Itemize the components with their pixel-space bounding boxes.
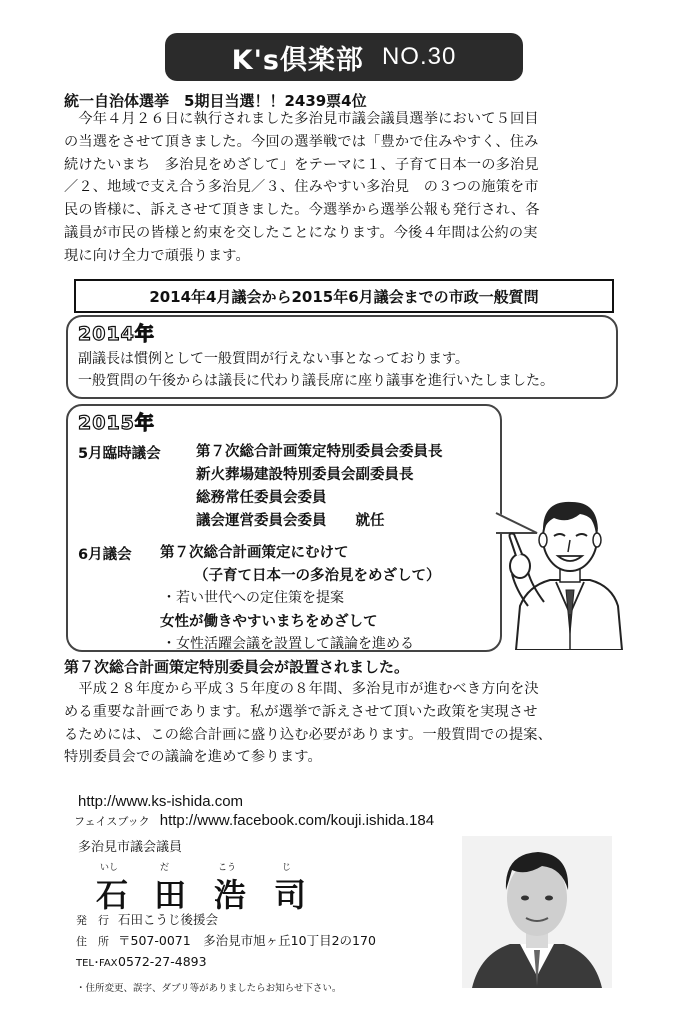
election-line: 今年４月２６日に執行されました多治見市議会議員選挙において５回目 (64, 111, 539, 127)
election-line: 民の皆様に、訴えさせて頂きました。今選挙から選挙公報も発行され、各 (64, 202, 540, 219)
june-session-label: 6月議会 (78, 547, 132, 563)
section-title: 2014年4月議会から2015年6月議会までの市政一般質問 (74, 279, 614, 313)
name-char: 司 (274, 876, 329, 914)
may-position: 第７次総合計画策定特別委員会委員長 (196, 443, 443, 460)
ruby: だ (160, 863, 170, 873)
election-line: 議員が市民の皆様と約束を交したことになります。今後４年間は公約の実 (64, 224, 538, 241)
election-line: の当選をさせて頂きました。今回の選挙戦では「豊かで住みやすく、住み (64, 133, 539, 150)
publisher-label: 発 行 (76, 914, 109, 927)
newsletter-title-banner (165, 33, 523, 81)
tel-number: 0572-27-4893 (118, 954, 207, 969)
committee-heading: 第７次総合計画策定特別委員会が設置されました。 (64, 658, 410, 676)
june-line: 第７次総合計画策定にむけて (160, 544, 349, 561)
election-paragraph (64, 108, 624, 268)
issue-number: NO.30 (381, 43, 457, 70)
may-position: 総務常任委員会委員 (196, 489, 327, 506)
address-label: 住 所 (76, 935, 109, 948)
election-line: 続けたいまち 多治見をめざして」をテーマに１、子育て日本一の多治見 (64, 156, 539, 173)
election-line: 現に向け全力で頑張ります。 (64, 247, 250, 264)
year-2015-label: 2015年 (78, 412, 155, 434)
year-2014-label: 2014年 (78, 323, 155, 345)
name-char: 田 (154, 876, 209, 914)
june-line: 女性が働きやすいまちをめざして (160, 613, 378, 630)
publisher-name: 石田こうじ後援会 (118, 912, 219, 927)
y2014-line: 一般質問の午後からは議長に代わり議長席に座り議事を進行いたしました。 (78, 373, 554, 389)
committee-line: 特別委員会での議論を進めて参ります。 (64, 749, 322, 766)
ruby: いし (100, 863, 119, 873)
newsletter-title: K's倶楽部 (231, 44, 364, 76)
councillor-name (96, 870, 356, 914)
facebook-row (74, 812, 434, 829)
may-position: 議会運営委員会委員 就任 (196, 512, 385, 529)
y2014-line: 副議長は慣例として一般質問が行えない事となっております。 (78, 351, 469, 367)
ruby: こう (218, 863, 237, 873)
committee-paragraph (64, 678, 624, 769)
committee-line: 平成２８年度から平成３５年度の８年間、多治見市が進むべき方向を決 (64, 681, 539, 697)
committee-line: める重要な計画であります。私が選挙で訴えさせて頂いた政策を実現させ (64, 703, 538, 720)
publisher-info (76, 910, 376, 974)
cartoon-councillor-illustration (498, 494, 628, 650)
may-position: 新火葬場建設特別委員会副委員長 (196, 466, 414, 483)
role-label: 多治見市議会議員 (78, 840, 183, 855)
footer-note: ・住所変更、誤字、ダブリ等がありましたらお知らせ下さい。 (76, 983, 342, 994)
may-session-label: 5月臨時議会 (78, 446, 161, 462)
bubble-2014 (66, 315, 618, 399)
june-line: ・若い世代への定住策を提案 (162, 590, 344, 606)
election-heading: 統一自治体選挙 5期目当選！！2439票4位 (64, 92, 367, 110)
june-line: （子育て日本一の多治見をめざして） (194, 567, 441, 584)
facebook-link[interactable]: http://www.facebook.com/kouji.ishida.184 (159, 812, 435, 829)
website-link[interactable]: http://www.ks-ishida.com (78, 793, 244, 810)
ruby: じ (282, 863, 292, 873)
facebook-label: フェイスブック (74, 815, 150, 828)
bubble-2015 (66, 404, 502, 652)
committee-line: るためには、この総合計画に盛り込む必要があります。一般質問での提案、 (64, 726, 553, 743)
election-line: ／２、地域で支え合う多治見／３、住みやすい多治見 の３つの施策を市 (64, 179, 539, 196)
name-char: 浩 (214, 876, 269, 914)
tel-label: TEL･FAX (76, 958, 118, 969)
councillor-portrait-photo (462, 836, 612, 988)
address: 〒507-0071 多治見市旭ヶ丘10丁目2の170 (118, 933, 376, 948)
june-line: ・女性活躍会議を設置して議論を進める (162, 636, 414, 652)
name-char: 石 (96, 876, 151, 914)
